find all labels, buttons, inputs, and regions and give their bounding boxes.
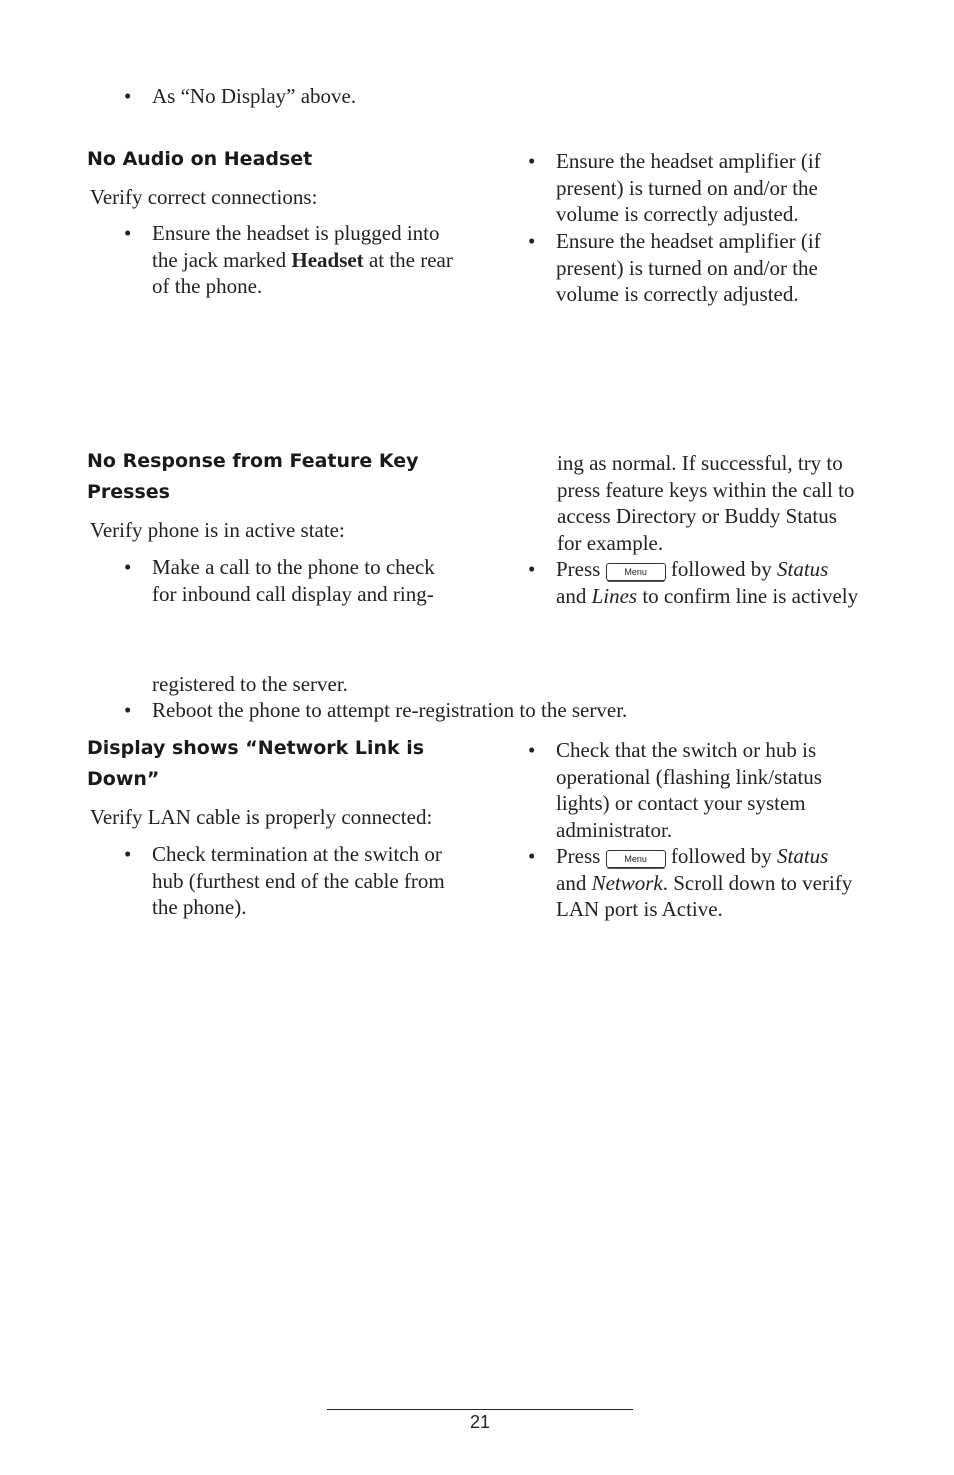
section-intro: Verify correct connections:: [90, 185, 318, 209]
status-label: Status: [777, 557, 829, 581]
list-item-text: Ensure the headset amplifier (if: [556, 149, 821, 173]
list-item: [124, 83, 824, 110]
overflow-text: registered to the server.: [152, 672, 348, 696]
list-item: [124, 841, 484, 921]
list-item-text: administrator.: [556, 817, 673, 842]
text-line: ing as normal. If successful, try to: [557, 451, 843, 475]
list-item-text: volume is correctly adjusted.: [556, 202, 799, 226]
heading-line: Down”: [87, 768, 160, 790]
text-line: access Directory or Buddy Status: [557, 504, 837, 528]
list-item-text: Press: [556, 844, 606, 868]
section-intro: Verify LAN cable is properly connected:: [90, 805, 433, 829]
section-intro: Verify phone is in active state:: [90, 518, 345, 542]
list-item-text: . Scroll down to verify: [662, 870, 853, 895]
list-item-text: Ensure the headset is plugged into: [152, 221, 440, 245]
heading-line: Presses: [87, 481, 170, 503]
list-item: [528, 843, 908, 923]
list-item: [528, 556, 908, 610]
list-item-text: of the phone.: [152, 274, 263, 298]
list-item-text: operational (flashing link/status: [556, 764, 822, 789]
list-item-text: Check termination at the switch or: [152, 842, 442, 866]
list-item-text: present) is turned on and/or the: [556, 255, 818, 280]
list-item-text: As “No Display” above.: [152, 84, 357, 108]
continued-text: [557, 450, 887, 556]
list-item: [528, 228, 888, 308]
bullet-dot: •: [528, 738, 536, 762]
list-item: [124, 220, 484, 300]
list-item-text: hub (furthest end of the cable from: [152, 868, 445, 893]
section-heading-no-audio: No Audio on Headset: [87, 148, 313, 170]
list-item-text: to confirm line is actively: [637, 583, 859, 608]
heading-line: Display shows “Network Link is: [87, 737, 425, 759]
list-item-text: LAN port is Active.: [556, 897, 723, 921]
bullet-dot: •: [124, 84, 132, 108]
list-item: [124, 554, 484, 608]
list-item-text: present) is turned on and/or the: [556, 175, 818, 200]
bullet-dot: •: [124, 698, 132, 722]
status-label: Status: [777, 844, 829, 868]
list-item-text: Reboot the phone to attempt re-registration to the server.: [152, 698, 628, 722]
list-item-text: Press: [556, 557, 606, 581]
list-item-text: and: [556, 870, 592, 895]
list-item-text: Check that the switch or hub is: [556, 738, 817, 762]
list-item-text: followed by: [665, 844, 777, 868]
list-item-text: the jack marked: [152, 247, 292, 272]
headset-label: Headset: [291, 247, 364, 272]
section-heading-feature-key: [87, 446, 419, 508]
network-label: Network: [591, 870, 663, 895]
list-item-text: and: [556, 583, 592, 608]
bullet-dot: •: [124, 842, 132, 866]
bullet-dot: •: [528, 229, 536, 253]
bullet-dot: •: [124, 221, 132, 245]
bullet-dot: •: [528, 149, 536, 173]
list-item: [528, 148, 888, 228]
list-item: [124, 697, 824, 724]
menu-key-icon: Menu: [606, 850, 666, 868]
list-item: [528, 737, 888, 845]
bullet-dot: •: [528, 557, 536, 581]
list-item-text: lights) or contact your system: [556, 791, 806, 815]
list-item-text: the phone).: [152, 895, 247, 919]
heading-line: No Response from Feature Key: [87, 450, 419, 472]
menu-key-icon: Menu: [606, 563, 666, 581]
list-item-text: at the rear: [363, 247, 453, 272]
list-item-text: followed by: [665, 557, 777, 581]
page-number: 21: [469, 1412, 491, 1432]
list-item-text: Make a call to the phone to check: [152, 555, 435, 579]
list-item-text: for inbound call display and ring-: [152, 581, 434, 606]
section-heading-network-link: [87, 733, 424, 795]
bullet-dot: •: [528, 844, 536, 868]
lines-label: Lines: [591, 583, 638, 608]
list-item-text: Ensure the headset amplifier (if: [556, 229, 821, 253]
list-item-text: volume is correctly adjusted.: [556, 282, 799, 306]
text-line: for example.: [557, 530, 664, 555]
text-line: press feature keys within the call to: [557, 477, 855, 502]
bullet-dot: •: [124, 555, 132, 579]
footer-rule: [327, 1409, 633, 1410]
